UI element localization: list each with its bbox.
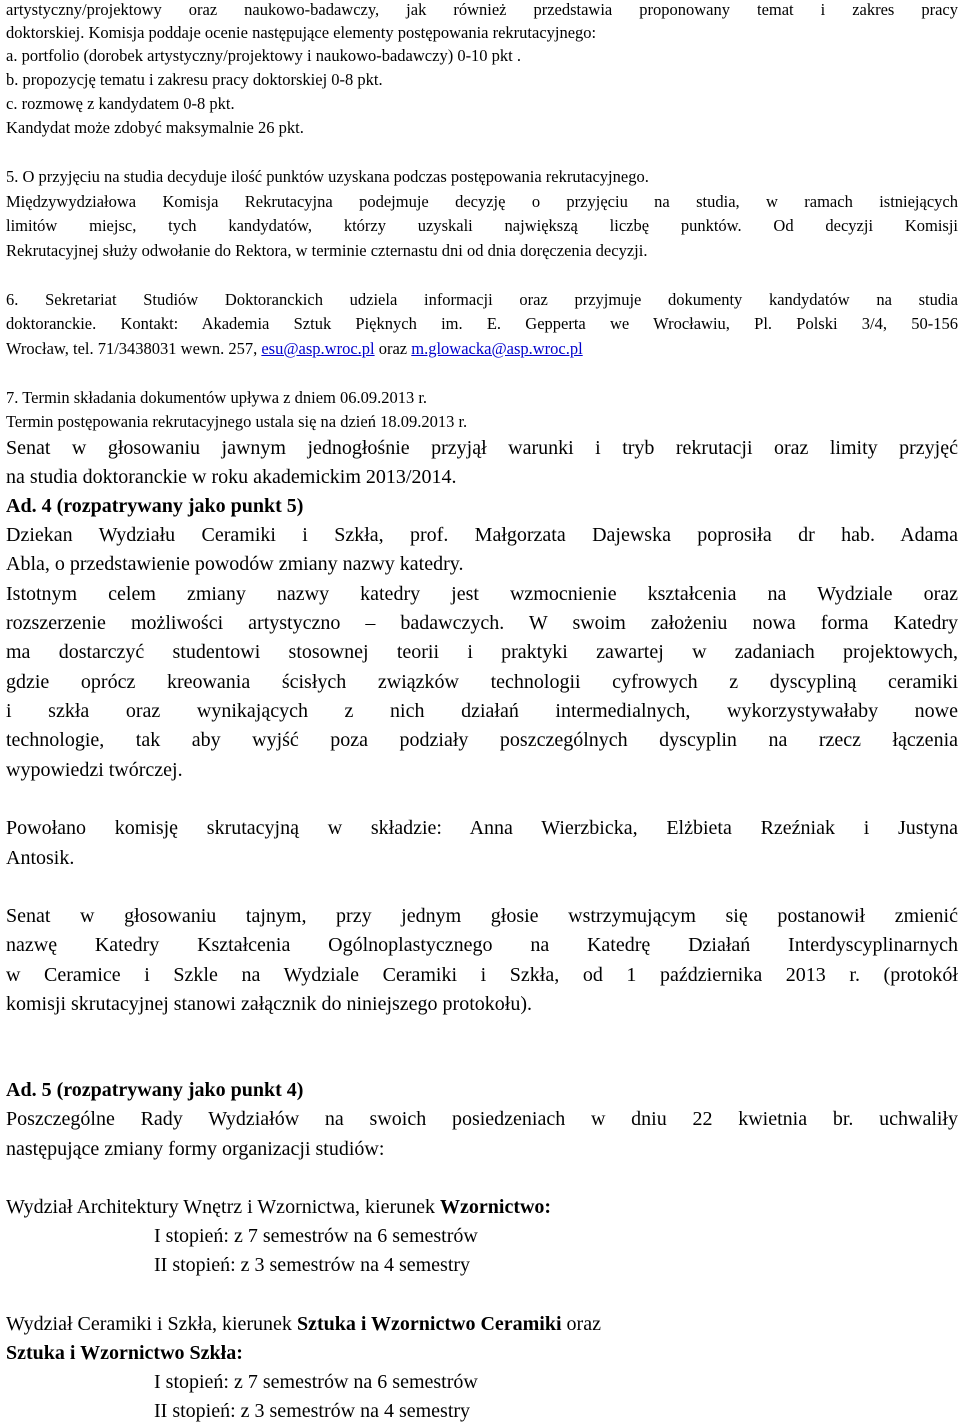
text-line: Poszczególne Rady Wydziałów na swoich posiedzeniach w dniu 22 kwietnia br. uchwaliły	[6, 1108, 958, 1130]
text-line: i szkła oraz wynikających z nich działań intermedialnych, wykorzystywałaby nowe	[6, 700, 958, 722]
faculty-field-name: Sztuka i Wzornictwo Szkła:	[6, 1342, 243, 1364]
text-line: Międzywydziałowa Komisja Rekrutacyjna podejmuje decyzję o przyjęciu na studia, w ramach istniejących	[6, 192, 958, 211]
senate-resolution-line: Senat w głosowaniu jawnym jednogłośnie przyjął warunki i tryb rekrutacji oraz limity przyjęć	[6, 437, 958, 459]
text-line: Dziekan Wydziału Ceramiki i Szkła, prof. Małgorzata Dajewska poprosiła dr hab. Adama	[6, 524, 958, 546]
contact-text: Wrocław, tel. 71/3438031 wewn. 257,	[6, 339, 262, 358]
contact-line	[6, 339, 583, 359]
text-line: nazwę Katedry Kształcenia Ogólnoplastycznego na Katedrę Działań Interdyscyplinarnych	[6, 934, 958, 956]
faculty-glass-line	[6, 1340, 243, 1366]
text-line: doktoranckie. Kontakt: Akademia Sztuk Pięknych im. E. Gepperta we Wrocławiu, Pl. Polski 3/4, 50-156	[6, 314, 958, 333]
text-line: Rekrutacyjnej służy odwołanie do Rektora, w terminie czternastu dni od dnia doręczenia decyzji.	[6, 241, 648, 260]
text-line: Abla, o przedstawienie powodów zmiany nazwy katedry.	[6, 553, 464, 575]
degree-change-item: I stopień: z 7 semestrów na 6 semestrów	[154, 1225, 478, 1247]
section-6-title: 6. Sekretariat Studiów Doktoranckich udziela informacji oraz przyjmuje dokumenty kandydatów na studia	[6, 290, 958, 309]
text-line: Termin postępowania rekrutacyjnego ustala się na dzień 18.09.2013 r.	[6, 412, 468, 431]
text-line: Powołano komisję skrutacyjną w składzie: Anna Wierzbicka, Elżbieta Rzeźniak i Justyna	[6, 817, 958, 839]
text-line: gdzie oprócz kreowania ścisłych związków technologii cyfrowych z dyscypliną ceramiki	[6, 671, 958, 693]
ad4-heading	[6, 493, 303, 519]
faculty-field-name: Sztuka i Wzornictwo Ceramiki	[296, 1313, 562, 1335]
list-item-a: a. portfolio (dorobek artystyczny/projektowy i naukowo-badawczy) 0-10 pkt .	[6, 46, 522, 65]
text-line: wypowiedzi twórczej.	[6, 759, 183, 781]
faculty-interior-design-line	[6, 1194, 551, 1220]
degree-change-item: II stopień: z 3 semestrów na 4 semestry	[154, 1254, 471, 1276]
faculty-connector: oraz	[561, 1313, 601, 1335]
text-line: komisji skrutacyjnej stanowi załącznik do niniejszego protokołu).	[6, 993, 532, 1015]
ad5-heading	[6, 1077, 303, 1103]
text-line: rozszerzenie możliwości artystyczno – badawczych. W swoim założeniu nowa forma Katedry	[6, 612, 958, 634]
faculty-prefix: Wydział Ceramiki i Szkła, kierunek	[6, 1313, 297, 1335]
text-line: ma dostarczyć studentowi stosownej teorii i praktyki zawartej w zadaniach projektowych,	[6, 641, 958, 663]
text-line: technologie, tak aby wyjść poza podziały poszczególnych dyscyplin na rzecz łączenia	[6, 729, 958, 751]
list-item-c: c. rozmowę z kandydatem 0-8 pkt.	[6, 94, 235, 113]
senate-resolution-line: na studia doktoranckie w roku akademickim 2013/2014.	[6, 466, 457, 488]
ad4-heading-text: Ad. 4 (rozpatrywany jako punkt 5)	[6, 495, 304, 517]
section-7-title: 7. Termin składania dokumentów upływa z dniem 06.09.2013 r.	[6, 388, 428, 407]
max-points-line: Kandydat może zdobyć maksymalnie 26 pkt.	[6, 118, 304, 137]
text-line: następujące zmiany formy organizacji studiów:	[6, 1138, 385, 1160]
faculty-field-name: Wzornictwo:	[440, 1196, 552, 1218]
text-line: limitów miejsc, tych kandydatów, którzy uzyskali największą liczbę punktów. Od decyzji Komisji	[6, 216, 958, 235]
text-line: doktorskiej. Komisja poddaje ocenie następujące elementy postępowania rekrutacyjnego:	[6, 23, 597, 42]
list-item-b: b. propozycję tematu i zakresu pracy doktorskiej 0-8 pkt.	[6, 70, 383, 89]
degree-change-item: I stopień: z 7 semestrów na 6 semestrów	[154, 1371, 478, 1393]
section-5-title: 5. O przyjęciu na studia decyduje ilość punktów uzyskana podczas postępowania rekrutacyjnego.	[6, 167, 649, 186]
email-link-esu[interactable]: esu@asp.wroc.pl	[261, 339, 375, 358]
text-line: Senat w głosowaniu tajnym, przy jednym głosie wstrzymującym się postanowił zmienić	[6, 905, 958, 927]
email-link-glowacka[interactable]: m.glowacka@asp.wroc.pl	[411, 339, 583, 358]
text-line: Istotnym celem zmiany nazwy katedry jest wzmocnienie kształcenia na Wydziale oraz	[6, 583, 958, 605]
text-line: w Ceramice i Szkle na Wydziale Ceramiki i Szkła, od 1 października 2013 r. (protokół	[6, 964, 958, 986]
contact-connector: oraz	[374, 339, 412, 358]
faculty-prefix: Wydział Architektury Wnętrz i Wzornictwa, kierunek	[6, 1196, 441, 1218]
text-line: artystyczny/projektowy oraz naukowo-badawczy, jak również przedstawia proponowany temat i zakres pracy	[6, 0, 958, 19]
degree-change-item: II stopień: z 3 semestrów na 4 semestry	[154, 1400, 471, 1422]
faculty-ceramics-line	[6, 1311, 601, 1337]
text-line: Antosik.	[6, 847, 75, 869]
ad5-heading-text: Ad. 5 (rozpatrywany jako punkt 4)	[6, 1079, 304, 1101]
